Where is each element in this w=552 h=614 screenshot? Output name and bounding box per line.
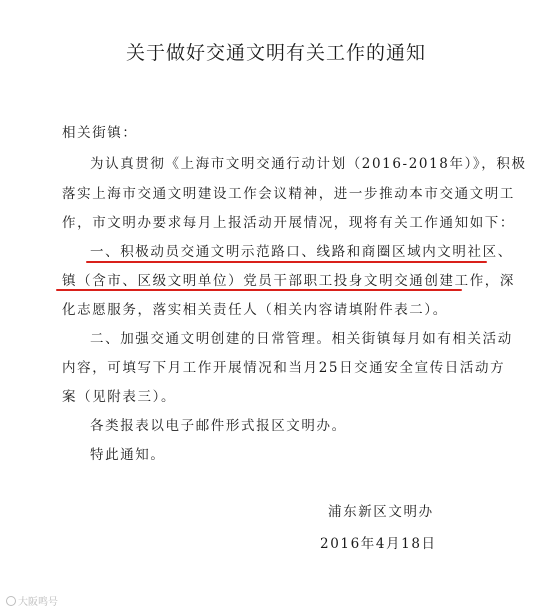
paragraph-5: 特此通知。 (90, 447, 166, 463)
paragraph-1-line-3: 作，市文明办要求每月上报活动开展情况，现将有关工作通知如下： (62, 215, 515, 231)
signature-org: 浦东新区文明办 (328, 504, 434, 520)
paragraph-4: 各类报表以电子邮件形式报区文明办。 (90, 418, 347, 434)
red-underline-1 (86, 261, 487, 263)
paragraph-1-line-2: 落实上海市交通文明建设工作会议精神，进一步推动本市交通文明工 (62, 186, 515, 202)
salutation: 相关街镇： (62, 125, 138, 141)
paragraph-2-line-1: 一、积极动员交通文明示范路口、线路和商圈区域内文明社区、 (90, 244, 513, 260)
weibo-icon (6, 596, 16, 606)
paragraph-3-line-2: 内容，可填写下月工作开展情况和当月25日交通安全宣传日活动方 (62, 360, 506, 376)
paragraph-2-line-3: 化志愿服务，落实相关责任人（相关内容请填附件表二）。 (62, 302, 448, 318)
paragraph-3-line-1: 二、加强交通文明创建的日常管理。相关街镇每月如有相关活动 (90, 331, 513, 347)
watermark-text: 大阪鸣号 (18, 597, 58, 608)
paragraph-1-line-1: 为认真贯彻《上海市文明交通行动计划（2016-2018年）》，积极 (90, 156, 527, 172)
paragraph-3-line-3: 案（见附表三）。 (62, 389, 177, 405)
paragraph-2-line-2: 镇（含市、区级文明单位）党员干部职工投身文明交通创建工作，深 (62, 273, 515, 289)
document-title: 关于做好交通文明有关工作的通知 (125, 42, 426, 64)
red-underline-2 (56, 289, 462, 291)
watermark (6, 593, 58, 608)
signature-date: 2016年4月18日 (320, 536, 437, 552)
